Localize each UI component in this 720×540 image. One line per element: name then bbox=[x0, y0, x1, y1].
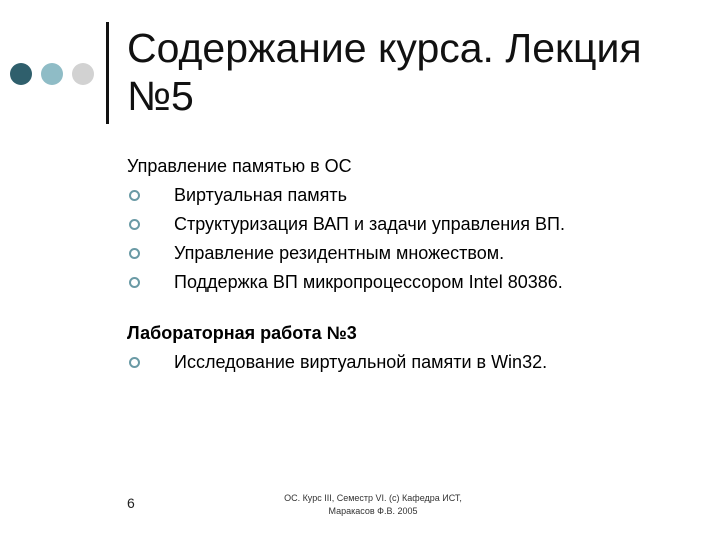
footer-line1: ОС. Курс III, Семестр VI. (с) Кафедра ИСТ, bbox=[284, 493, 462, 503]
slide-content bbox=[127, 152, 707, 377]
list-item bbox=[127, 181, 707, 210]
slide-title-line1: Содержание курса. Лекция bbox=[127, 25, 642, 71]
list-item bbox=[127, 348, 707, 377]
bullet-circle-icon bbox=[129, 248, 140, 259]
footer-line2: Маракасов Ф.В. 2005 bbox=[328, 506, 418, 516]
bullet-circle-icon bbox=[129, 277, 140, 288]
list-item-text: Управление резидентным множеством. bbox=[174, 243, 505, 263]
footer-text bbox=[255, 492, 491, 518]
bullet-circle-icon bbox=[129, 190, 140, 201]
slide-title-line2: №5 bbox=[127, 73, 194, 119]
list-item bbox=[127, 239, 707, 268]
page-number: 6 bbox=[127, 495, 135, 511]
dot-light-icon bbox=[41, 63, 63, 85]
dot-gray-icon bbox=[72, 63, 94, 85]
section-spacer bbox=[127, 297, 707, 319]
list-item-text: Виртуальная память bbox=[174, 185, 348, 205]
list-item-text: Поддержка ВП микропроцессором Intel 80386. bbox=[174, 272, 563, 292]
section-lab bbox=[127, 319, 707, 377]
list-item bbox=[127, 268, 707, 297]
title-divider bbox=[106, 22, 109, 124]
bullet-circle-icon bbox=[129, 357, 140, 368]
section-heading: Управление памятью в ОС bbox=[127, 156, 352, 176]
list-item-text: Исследование виртуальной памяти в Win32. bbox=[174, 352, 548, 372]
slide-title bbox=[127, 24, 707, 120]
bullet-circle-icon bbox=[129, 219, 140, 230]
section-heading: Лабораторная работа №3 bbox=[127, 323, 357, 343]
decorative-dots bbox=[10, 63, 98, 87]
dot-dark-icon bbox=[10, 63, 32, 85]
section-memory bbox=[127, 152, 707, 297]
list-item bbox=[127, 210, 707, 239]
list-item-text: Структуризация ВАП и задачи управления ВП. bbox=[174, 214, 565, 234]
